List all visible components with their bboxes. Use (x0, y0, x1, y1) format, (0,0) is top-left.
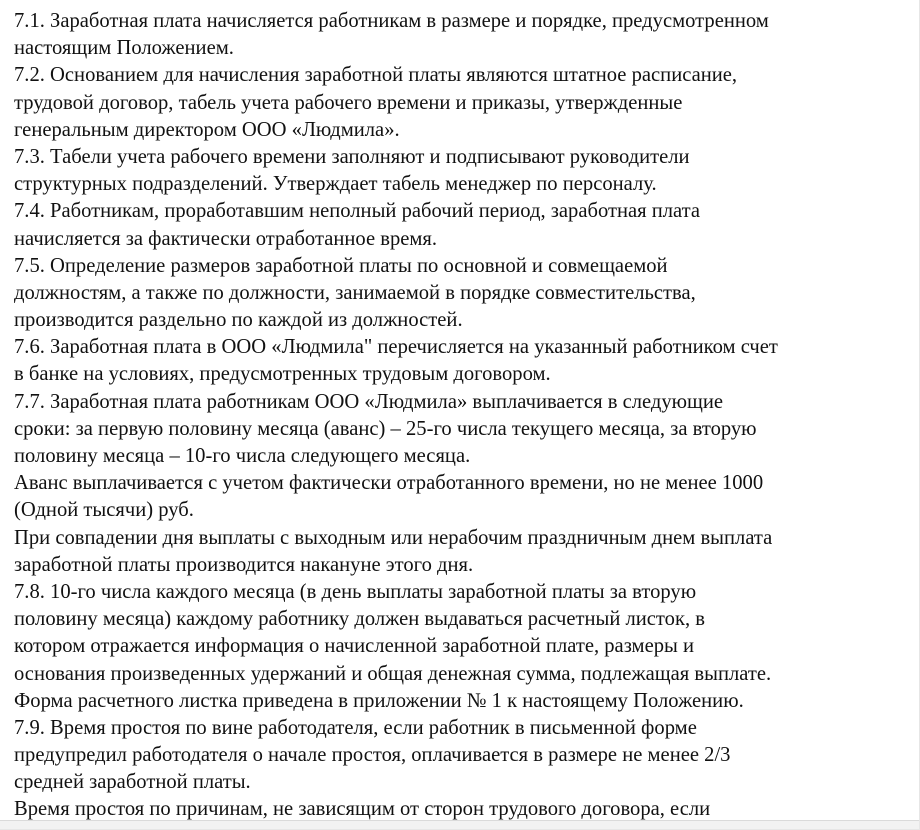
page-bottom-edge (0, 820, 919, 829)
text-line: Время простоя по причинам, не зависящим от сторон трудового договора, если (14, 798, 711, 821)
text-line: (Одной тысячи) руб. (14, 499, 194, 522)
text-line: должностям, а также по должности, занимаемой в порядке совместительства, (14, 281, 696, 304)
text-line: половину месяца – 10-го числа следующего месяца. (14, 445, 471, 467)
text-line: настоящим Положением. (14, 37, 234, 60)
text-line: котором отражается информация о начисленной заработной плате, размеры и (14, 635, 695, 658)
document-text (14, 8, 914, 824)
text-line: 7.7. Заработная плата работникам ООО «Людмила» выплачивается в следующие (14, 390, 724, 413)
text-line: 7.1. Заработная плата начисляется работникам в размере и порядке, предусмотренном (14, 10, 769, 32)
text-line: Аванс выплачивается с учетом фактически отработанного времени, но не менее 1000 (14, 472, 764, 495)
text-line: При совпадении дня выплаты с выходным или нерабочим праздничным днем выплата (14, 526, 773, 549)
text-line: половину месяца) каждому работнику должен выдаваться расчетный листок, в (14, 608, 705, 631)
text-line: трудовой договор, табель учета рабочего времени и приказы, утвержденные (14, 91, 683, 114)
text-line: производится раздельно по каждой из должностей. (14, 309, 463, 332)
text-line: предупредил работодателя о начале простоя, оплачивается в размере не менее 2/3 (14, 744, 731, 767)
text-line: 7.9. Время простоя по вине работодателя, если работник в письменной форме (14, 716, 697, 739)
text-line: средней заработной платы. (14, 771, 251, 794)
text-line: 7.5. Определение размеров заработной платы по основной и совмещаемой (14, 254, 668, 277)
text-line: в банке на условиях, предусмотренных трудовым договором. (14, 363, 551, 386)
text-line: генеральным директором ООО «Людмила». (14, 118, 400, 141)
text-line: структурных подразделений. Утверждает табель менеджер по персоналу. (14, 173, 657, 196)
text-line: Форма расчетного листка приведена в приложении № 1 к настоящему Положению. (14, 689, 744, 712)
text-line: заработной платы производится накануне этого дня. (14, 553, 474, 576)
text-line: 7.2. Основанием для начисления заработной платы являются штатное расписание, (14, 64, 738, 87)
text-line: 7.4. Работникам, проработавшим неполный рабочий период, заработная плата (14, 200, 701, 223)
text-line: 7.3. Табели учета рабочего времени заполняют и подписывают руководители (14, 145, 690, 168)
text-line: основания произведенных удержаний и общая денежная сумма, подлежащая выплате. (14, 662, 772, 685)
text-line: начисляется за фактически отработанное время. (14, 227, 438, 250)
text-line: сроки: за первую половину месяца (аванс) – 25-го числа текущего месяца, за вторую (14, 417, 757, 440)
text-line: 7.6. Заработная плата в ООО «Людмила" перечисляется на указанный работником счет (14, 336, 778, 359)
text-line: 7.8. 10-го числа каждого месяца (в день выплаты заработной платы за вторую (14, 580, 697, 603)
